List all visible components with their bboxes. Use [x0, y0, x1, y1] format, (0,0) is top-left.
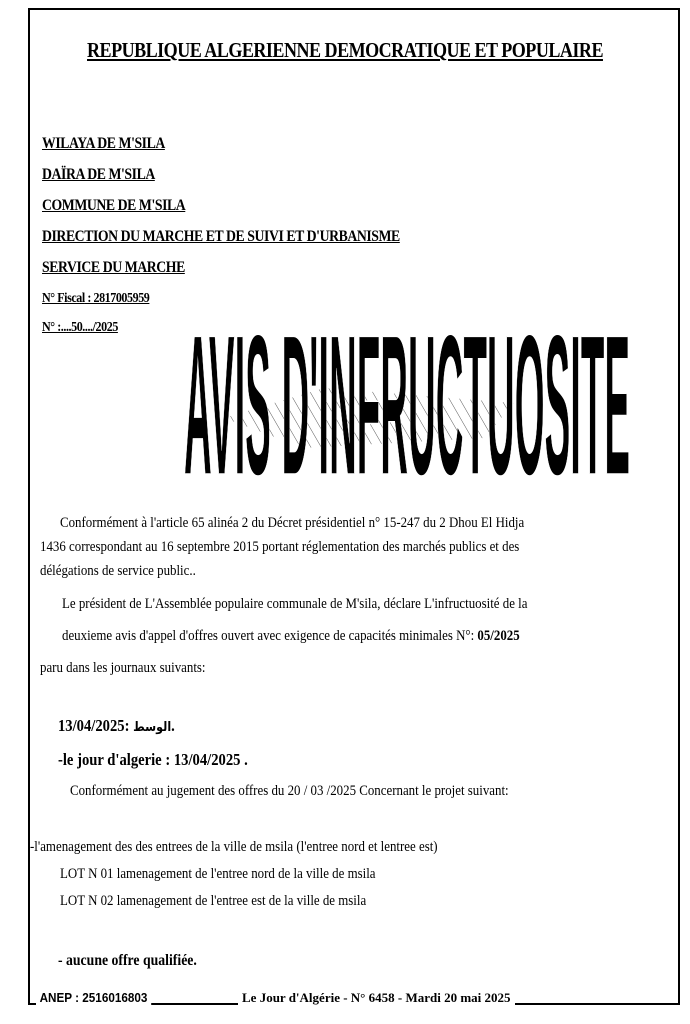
result-line: - aucune offre qualifiée.	[58, 952, 197, 969]
offer-call-text: deuxieme avis d'appel d'offres ouvert avec exigence de capacités minimales N°:	[62, 628, 478, 644]
fiscal-number	[42, 289, 400, 318]
lot-02: LOT N 02 lamenagement de l'entree est de la ville de msila	[60, 893, 367, 909]
project-line: -l'amenagement des des entrees de la ville de msila (l'entree nord et lentree est)	[30, 839, 438, 855]
journal-el-wassat	[58, 714, 614, 740]
journal-jour-algerie: -le jour d'algerie : 13/04/2025 .	[58, 750, 248, 769]
commune-line: COMMUNE DE M'SILA	[42, 197, 186, 214]
journal-el-wassat-name: الوسط	[133, 720, 172, 735]
fiscal-label: N° Fiscal	[42, 291, 85, 306]
body-p2-line2	[62, 624, 618, 648]
body-p2-line1: Le président de L'Assemblée populaire communale de M'sila, déclare L'infructuosité de la	[62, 596, 528, 612]
journal-el-wassat-date: :13/04/2025.	[58, 716, 175, 735]
body-p2-line3: paru dans les journaux suivants:	[40, 660, 206, 676]
daira-line: DAÏRA DE M'SILA	[42, 166, 155, 183]
notice-title-graphic	[184, 318, 630, 486]
fiscal-value: : 2817005959	[84, 291, 150, 306]
body-p1-line1: Conformément à l'article 65 alinéa 2 du Décret présidentiel n° 15-247 du 2 Dhou El Hidja	[60, 515, 525, 531]
notice-title: AVIS D'INFRUCTUOSITE	[184, 318, 630, 486]
issuer-block	[42, 134, 458, 347]
lot-01: LOT N 01 lamenagement de l'entree nord de la ville de msila	[60, 866, 376, 882]
notice-number: N° :....50..../2025	[42, 320, 118, 335]
journal-footer: Le Jour d'Algérie - N° 6458 - Mardi 20 mai 2025	[238, 990, 515, 1006]
body-p1-line2: 1436 correspondant au 16 septembre 2015 portant réglementation des marchés publics et des	[40, 539, 520, 555]
body-p1-line3: délégations de service public..	[40, 563, 196, 579]
judgement-line: Conformément au jugement des offres du 20 / 03 /2025 Concernant le projet suivant:	[70, 783, 509, 799]
offer-call-number: 05/2025	[477, 628, 520, 644]
anep-reference: ANEP : 2516016803	[36, 990, 151, 1005]
direction-line: DIRECTION DU MARCHE ET DE SUIVI ET D'URBANISME	[42, 228, 400, 245]
republic-heading: REPUBLIQUE ALGERIENNE DEMOCRATIQUE ET POPULAIRE	[87, 38, 603, 62]
wilaya-line: WILAYA DE M'SILA	[42, 135, 165, 152]
service-line: SERVICE DU MARCHE	[42, 259, 185, 276]
